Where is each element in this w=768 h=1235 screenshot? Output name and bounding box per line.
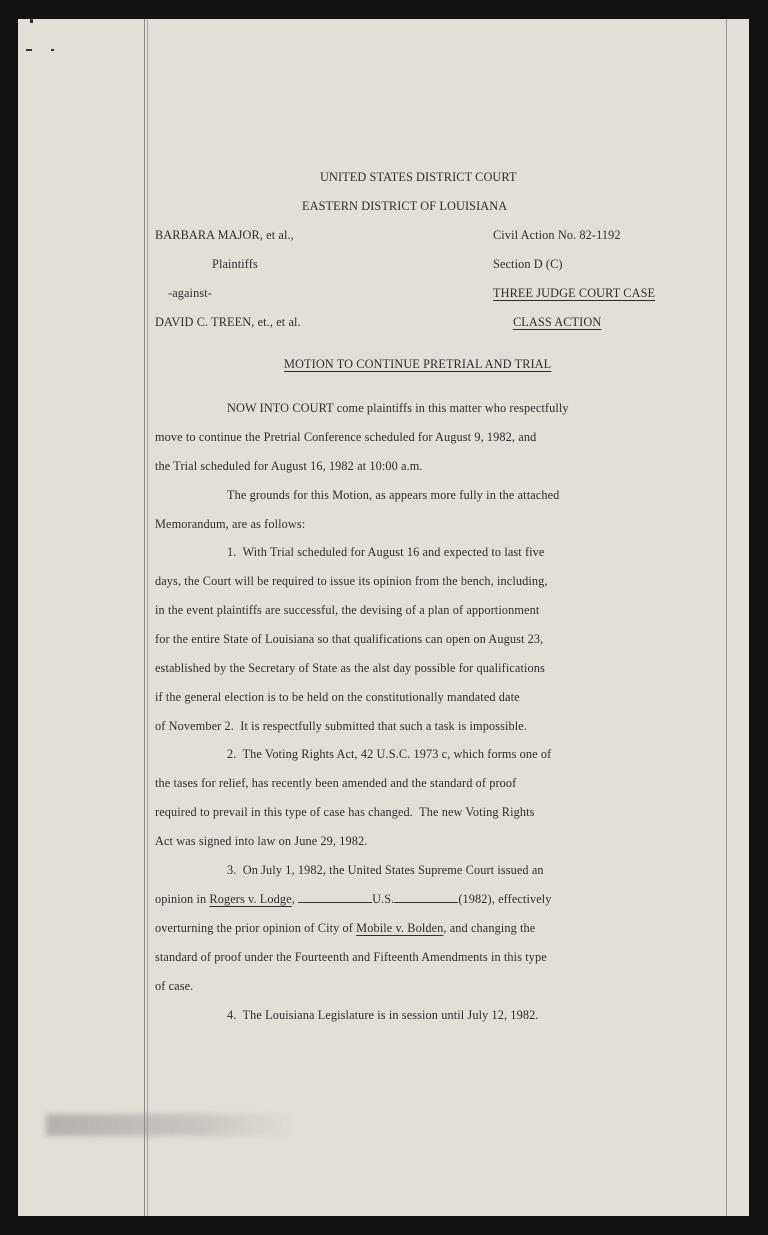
body-line: The grounds for this Motion, as appears more fully in the attached <box>227 488 560 502</box>
body-line: 2. The Voting Rights Act, 42 U.S.C. 1973 c, which forms one of <box>227 747 552 761</box>
body-line: required to prevail in this type of case has changed. The new Voting Rights <box>155 805 535 819</box>
body-line: 1. With Trial scheduled for August 16 and expected to last five <box>227 545 545 559</box>
plaintiff-name: BARBARA MAJOR, et al., <box>155 228 294 242</box>
text: U.S. <box>372 892 395 906</box>
citation-volume-blank <box>298 892 372 903</box>
rogers-citation-line <box>155 892 552 907</box>
body-line: Act was signed into law on June 29, 1982. <box>155 834 368 848</box>
scan-mark <box>51 49 54 51</box>
body-line: if the general election is to be held on the constitutionally mandated date <box>155 690 520 704</box>
class-action-label: CLASS ACTION <box>513 315 602 329</box>
scan-smudge <box>46 1114 296 1136</box>
right-margin-line <box>726 19 727 1216</box>
body-line: of November 2. It is respectfully submitted that such a task is impossible. <box>155 719 528 733</box>
left-margin-line <box>144 19 145 1216</box>
body-line: 3. On July 1, 1982, the United States Supreme Court issued an <box>227 863 544 877</box>
body-line: in the event plaintiffs are successful, the devising of a plan of apportionment <box>155 603 540 617</box>
versus-label: -against- <box>168 286 212 300</box>
text: , <box>291 892 299 906</box>
text: overturning the prior opinion of City of <box>155 921 357 935</box>
defendant-name: DAVID C. TREEN, et., et al. <box>155 315 301 329</box>
body-line: standard of proof under the Fourteenth and Fifteenth Amendments in this type <box>155 950 547 964</box>
body-line: for the entire State of Louisiana so that qualifications can open on August 23, <box>155 632 544 646</box>
body-line: days, the Court will be required to issue its opinion from the bench, including, <box>155 574 548 588</box>
case-name-rogers: Rogers v. Lodge <box>209 892 292 906</box>
text: opinion in <box>155 892 210 906</box>
district-name: EASTERN DISTRICT OF LOUISIANA <box>302 199 508 213</box>
scan-mark <box>26 49 32 51</box>
mobile-citation-line <box>155 921 535 936</box>
body-line: established by the Secretary of State as the alst day possible for qualifications <box>155 661 545 675</box>
body-line: the Trial scheduled for August 16, 1982 at 10:00 a.m. <box>155 459 423 473</box>
body-line: move to continue the Pretrial Conference scheduled for August 9, 1982, and <box>155 430 537 444</box>
body-line: the tases for relief, has recently been amended and the standard of proof <box>155 776 517 790</box>
body-line: of case. <box>155 979 194 993</box>
text: (1982), effectively <box>458 892 552 906</box>
scan-mark <box>30 19 33 23</box>
text: , and changing the <box>443 921 536 935</box>
left-margin-line-inner <box>147 19 148 1216</box>
civil-action-number: Civil Action No. 82-1192 <box>493 228 621 242</box>
plaintiff-role: Plaintiffs <box>212 257 258 271</box>
motion-title: MOTION TO CONTINUE PRETRIAL AND TRIAL <box>284 357 552 371</box>
case-name-mobile: Mobile v. Bolden <box>356 921 444 935</box>
court-name: UNITED STATES DISTRICT COURT <box>320 170 517 184</box>
section-label: Section D (C) <box>493 257 563 271</box>
body-line: NOW INTO COURT come plaintiffs in this matter who respectfully <box>227 401 569 415</box>
citation-page-blank <box>394 892 458 903</box>
body-line: Memorandum, are as follows: <box>155 517 306 531</box>
body-line: 4. The Louisiana Legislature is in session until July 12, 1982. <box>227 1008 539 1022</box>
case-type-label: THREE JUDGE COURT CASE <box>493 286 656 300</box>
